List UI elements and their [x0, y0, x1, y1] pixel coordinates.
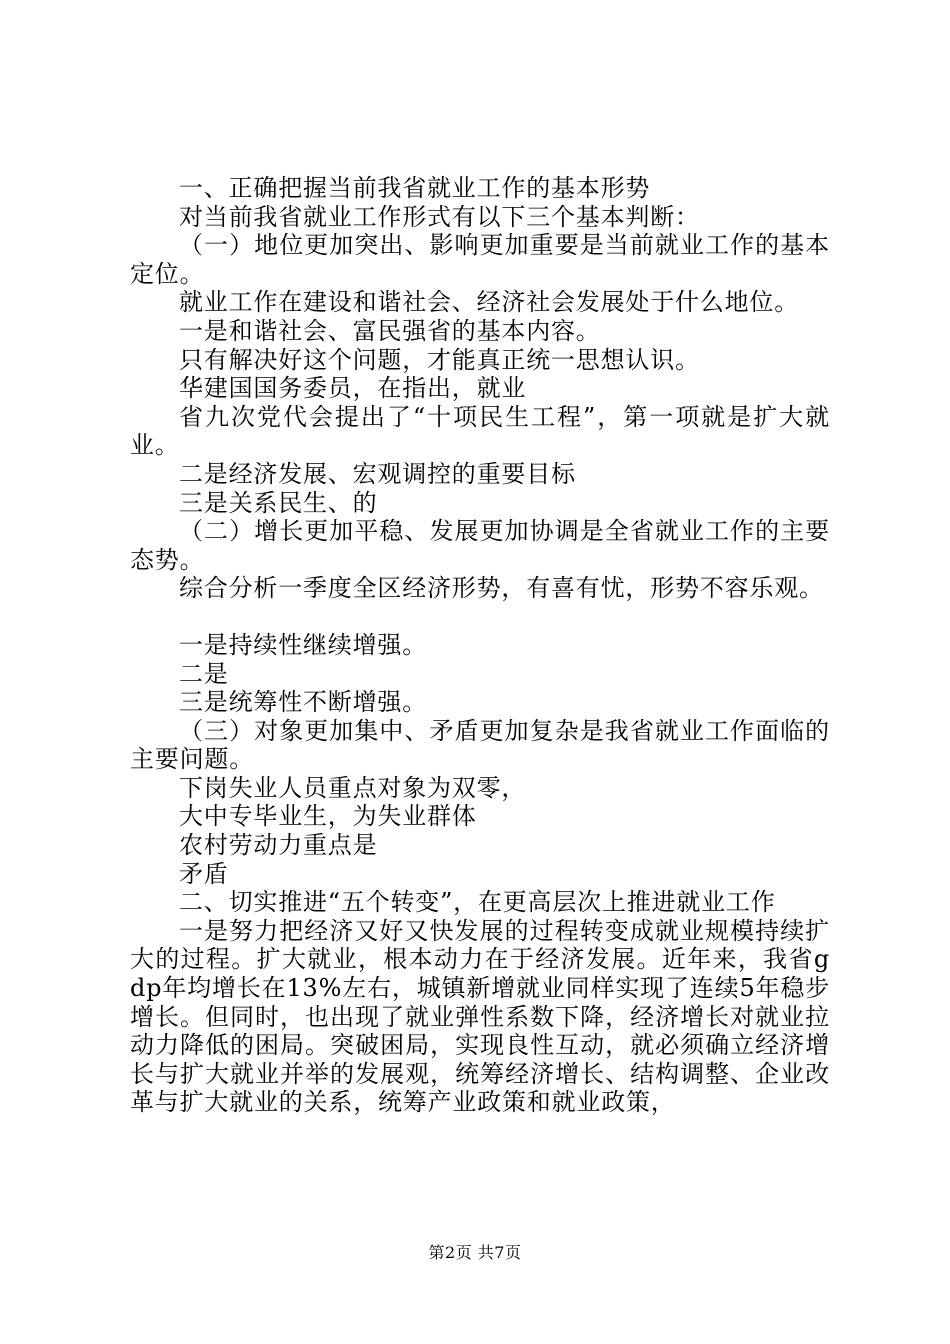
- paragraph: 只有解决好这个问题，才能真正统一思想认识。: [179, 345, 700, 374]
- paragraph: 一是努力把经济又好又快发展的过程转变成就业规模持续扩大的过程。扩大就业，根本动力在于经济发展。近年来，我省gdp年均增长在13%左右，城镇新增就业同样实现了连续5年稳步增长。但同时，也出现了就业弹性系数下降，经济增长对就业拉动力降低的困局。突破困局，实现良性互动，就必须确立经济增长与扩大就业并举的发展观，统筹经济增长、结构调整、企业改革与扩大就业的关系，统筹产业政策和就业政策，: [130, 916, 830, 1117]
- paragraph: 就业工作在建设和谐社会、经济社会发展处于什么地位。: [179, 288, 799, 317]
- section-heading-1: 一、正确把握当前我省就业工作的基本形势: [179, 174, 651, 202]
- paragraph: 华建国国务委员，在指出，就业: [179, 374, 527, 403]
- page-number-footer: 第2页 共7页: [428, 1243, 522, 1262]
- paragraph: 二是经济发展、宏观调控的重要目标: [179, 459, 576, 488]
- subsection-heading: （三）对象更加集中、矛盾更加复杂是我省就业工作面临的主要问题。: [130, 716, 830, 774]
- section-heading-2: 二、切实推进“五个转变”，在更高层次上推进就业工作: [179, 888, 776, 917]
- paragraph: 省九次党代会提出了“十项民生工程”，第一项就是扩大就业。: [130, 402, 830, 460]
- subsection-heading: （一）地位更加突出、影响更加重要是当前就业工作的基本定位。: [130, 231, 830, 288]
- paragraph: 矛盾: [179, 859, 229, 888]
- paragraph: 大中专毕业生，为失业群体: [179, 802, 477, 831]
- paragraph: 一是持续性继续增强。: [179, 630, 427, 659]
- paragraph: 一是和谐社会、富民强省的基本内容。: [179, 316, 601, 345]
- paragraph: 综合分析一季度全区经济形势，有喜有忧，形势不容乐观。: [179, 574, 824, 603]
- paragraph: 对当前我省就业工作形式有以下三个基本判断：: [179, 202, 700, 231]
- document-body: [130, 174, 830, 1117]
- paragraph: 二是: [179, 659, 229, 688]
- paragraph: 三是统筹性不断增强。: [179, 688, 427, 717]
- paragraph: 农村劳动力重点是: [179, 831, 378, 860]
- paragraph: 下岗失业人员重点对象为双零，: [179, 773, 527, 802]
- paragraph: 三是关系民生、的: [179, 488, 378, 517]
- subsection-heading: （二）增长更加平稳、发展更加协调是全省就业工作的主要态势。: [130, 517, 830, 574]
